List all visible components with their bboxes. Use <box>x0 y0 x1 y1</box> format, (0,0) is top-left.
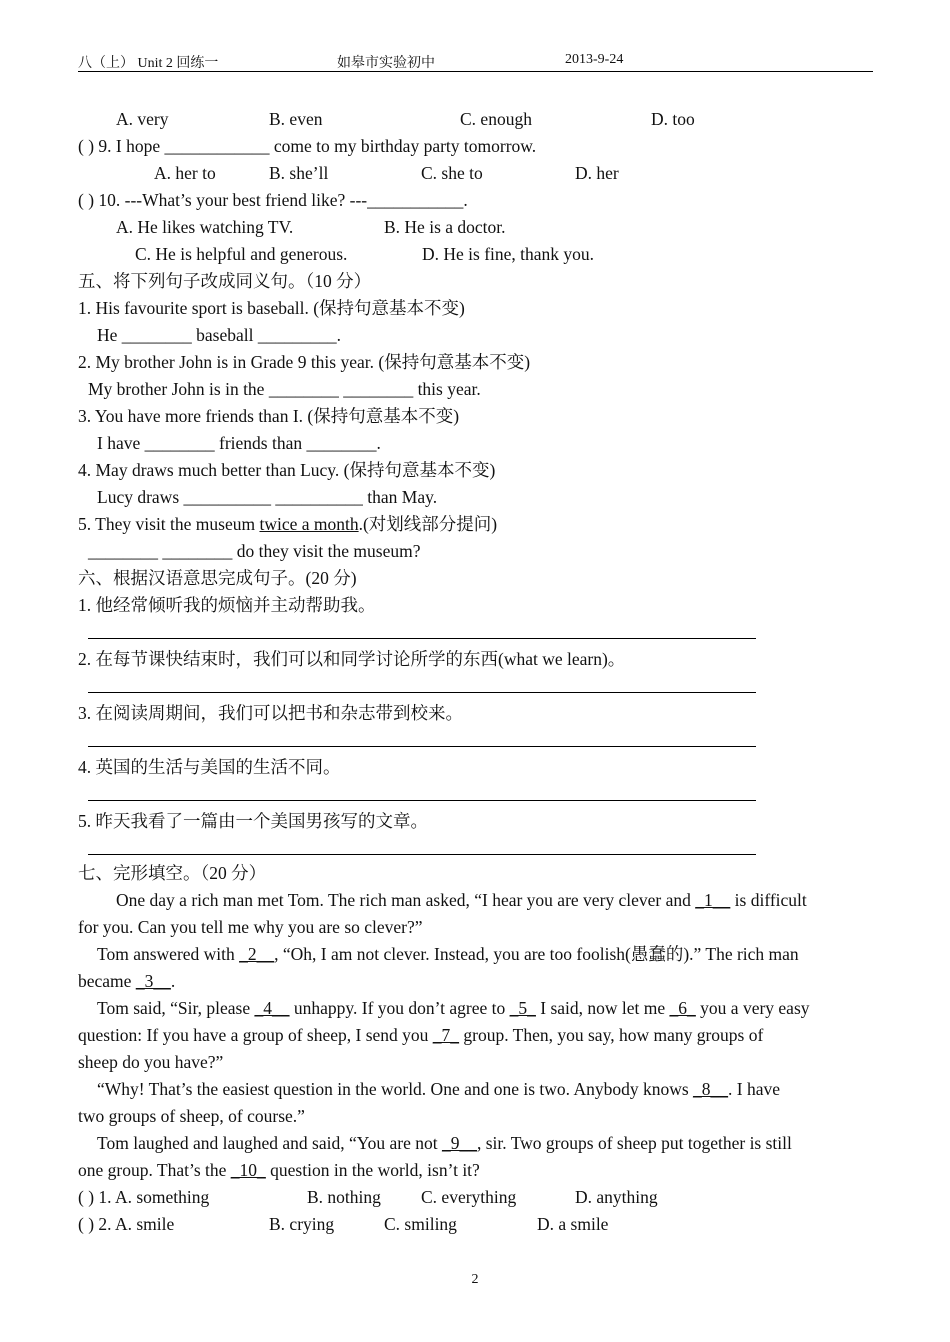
passage-line: two groups of sheep, of course.” <box>78 1106 305 1126</box>
option: D. her <box>575 163 619 183</box>
option: C. smiling <box>384 1214 457 1234</box>
option: B. even <box>269 109 323 129</box>
passage-line: One day a rich man met Tom. The rich man asked, “I hear you are very clever and _1__ is difficult <box>116 890 807 910</box>
option: C. He is helpful and generous. <box>135 244 348 264</box>
header-school: 如皋市实验初中 <box>337 56 435 71</box>
passage-line: became _3__. <box>78 971 176 991</box>
section-title: 五、将下列句子改成同义句。（10 分） <box>78 271 372 291</box>
option: D. anything <box>575 1187 658 1207</box>
option: C. everything <box>421 1187 517 1207</box>
passage-line: sheep do you have?” <box>78 1052 224 1072</box>
option: B. she’ll <box>269 163 329 183</box>
question-stem: 2. My brother John is in Grade 9 this year. (保持句意基本不变) <box>78 352 531 372</box>
writing-line <box>88 854 756 855</box>
passage-line: for you. Can you tell me why you are so clever?” <box>78 917 423 937</box>
option: B. crying <box>269 1214 335 1234</box>
underlined-phrase: twice a month <box>259 514 359 534</box>
question-stem: ( ) 9. I hope ____________ come to my birthday party tomorrow. <box>78 136 537 156</box>
question-stem: 1. His favourite sport is baseball. (保持句意基本不变) <box>78 298 465 318</box>
option: D. a smile <box>537 1214 609 1234</box>
writing-line <box>88 746 756 747</box>
question-stem: ( ) 2. A. smile <box>78 1214 175 1234</box>
question-stem: ( ) 10. ---What’s your best friend like? ---___________. <box>78 190 468 210</box>
option: B. nothing <box>307 1187 381 1207</box>
option: A. very <box>116 109 169 129</box>
option: D. He is fine, thank you. <box>422 244 595 264</box>
translation-prompt: 2. 在每节课快结束时，我们可以和同学讨论所学的东西(what we learn)。 <box>78 649 626 669</box>
passage-line: Tom said, “Sir, please _4__ unhappy. If you don’t agree to _5_ I said, now let me _6_ you a very easy <box>97 998 810 1018</box>
question-stem: ( ) 1. A. something <box>78 1187 210 1207</box>
blank-2: _2__ <box>239 944 275 964</box>
option: C. enough <box>460 109 532 129</box>
passage-line: Tom answered with _2__, “Oh, I am not clever. Instead, you are too foolish(愚蠢的).” The rich man <box>97 944 799 964</box>
section-title: 六、根据汉语意思完成句子。(20 分) <box>78 568 357 588</box>
option: B. He is a doctor. <box>384 217 506 237</box>
answer-line: He ________ baseball _________. <box>97 325 341 345</box>
translation-prompt: 1. 他经常倾听我的烦恼并主动帮助我。 <box>78 595 376 615</box>
answer-line: Lucy draws __________ __________ than May. <box>97 487 438 507</box>
translation-prompt: 3. 在阅读周期间，我们可以把书和杂志带到校来。 <box>78 703 463 723</box>
passage-line: question: If you have a group of sheep, I send you _7_ group. Then, you say, how many groups of <box>78 1025 764 1045</box>
option: D. too <box>651 109 695 129</box>
translation-prompt: 4. 英国的生活与美国的生活不同。 <box>78 757 341 777</box>
option: A. He likes watching TV. <box>116 217 294 237</box>
writing-line <box>88 692 756 693</box>
blank-7: _7_ <box>432 1025 460 1045</box>
answer-line: My brother John is in the ________ ________ this year. <box>88 379 481 399</box>
answer-line: I have ________ friends than ________. <box>97 433 381 453</box>
header-rule <box>78 71 873 72</box>
page-number: 2 <box>471 1272 479 1287</box>
writing-line <box>88 800 756 801</box>
header-date: 2013-9-24 <box>565 52 624 67</box>
answer-line: ________ ________ do they visit the museum? <box>88 541 421 561</box>
blank-5: _5_ <box>509 998 536 1018</box>
blank-8: _8__ <box>693 1079 729 1099</box>
section-title: 七、完形填空。（20 分） <box>78 863 267 883</box>
passage-line: “Why! That’s the easiest question in the world. One and one is two. Anybody knows _8__. I have <box>97 1079 781 1099</box>
passage-line: one group. That’s the _10_ question in the world, isn’t it? <box>78 1160 480 1180</box>
question-stem: 3. You have more friends than I. (保持句意基本不变) <box>78 406 460 426</box>
option: C. she to <box>421 163 483 183</box>
blank-4: _4__ <box>254 998 290 1018</box>
blank-10: _10_ <box>230 1160 266 1180</box>
question-stem: 5. They visit the museum twice a month.(对划线部分提问) <box>78 514 498 534</box>
blank-1: _1__ <box>695 890 731 910</box>
question-stem: 4. May draws much better than Lucy. (保持句意基本不变) <box>78 460 496 480</box>
blank-3: _3__ <box>135 971 171 991</box>
header-left: 八（上） Unit 2 回练一 <box>78 56 219 71</box>
option: A. her to <box>154 163 216 183</box>
blank-9: _9__ <box>441 1133 477 1153</box>
translation-prompt: 5. 昨天我看了一篇由一个美国男孩写的文章。 <box>78 811 428 831</box>
blank-6: _6_ <box>669 998 696 1018</box>
passage-line: Tom laughed and laughed and said, “You are not _9__, sir. Two groups of sheep put together is still <box>97 1133 792 1153</box>
writing-line <box>88 638 756 639</box>
